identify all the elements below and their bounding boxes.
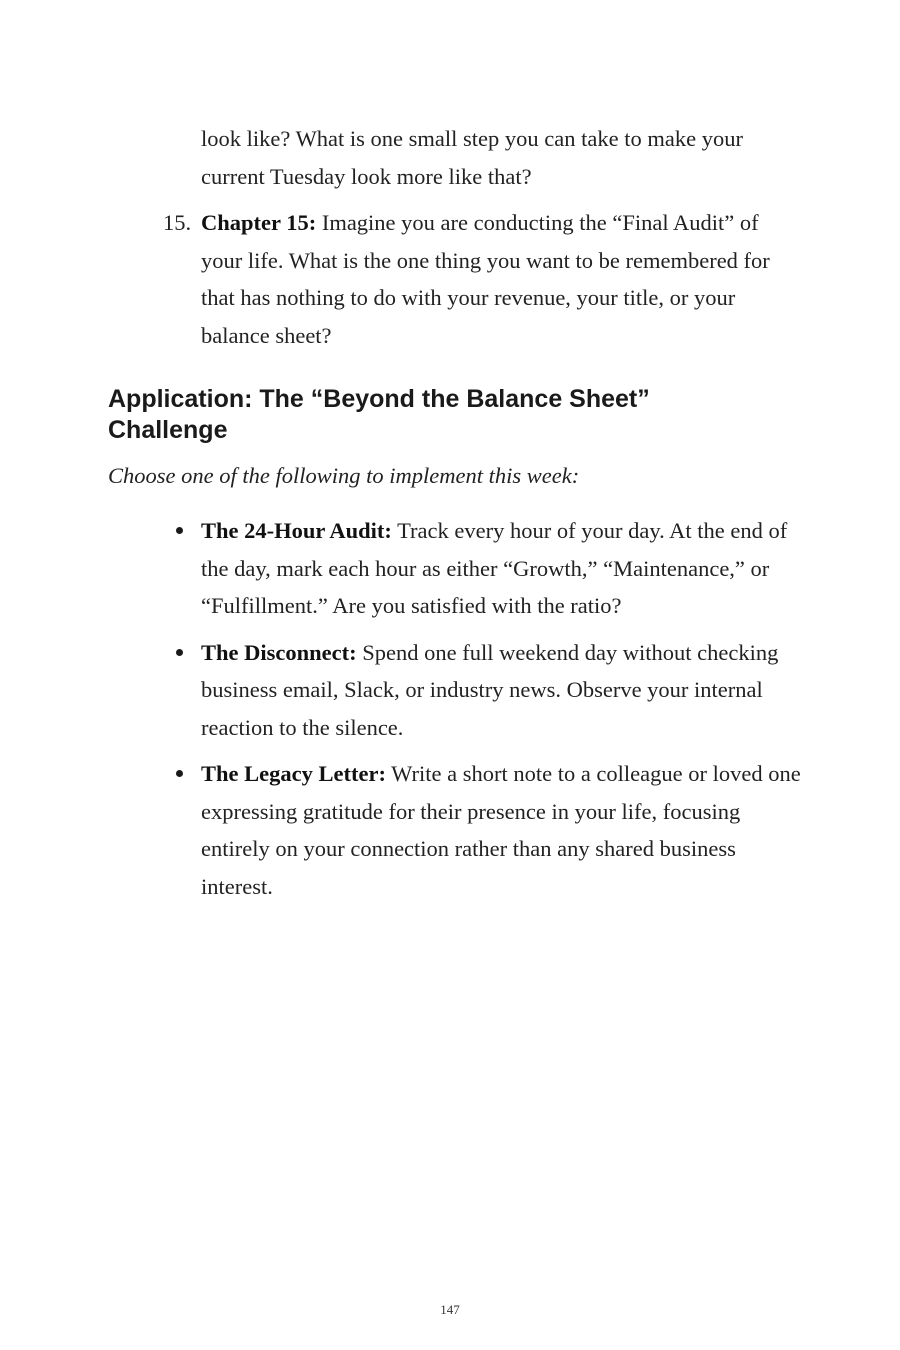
bullet-icon bbox=[176, 649, 183, 656]
item-text: Imagine you are conducting the “Final Audit” of your life. What is the one thing you want to be remembered for that has nothing to do with your revenue, your title, or your balance sheet? bbox=[201, 210, 770, 348]
numbered-item-15 bbox=[163, 204, 801, 354]
page-number: 147 bbox=[440, 1302, 460, 1317]
section-heading: Application: The “Beyond the Balance Sheet” Challenge bbox=[108, 385, 650, 444]
list-item bbox=[201, 512, 801, 625]
bullet-label: The Disconnect: bbox=[201, 639, 357, 665]
list-item bbox=[201, 634, 801, 747]
list-number: 15. bbox=[163, 210, 192, 235]
continuation-paragraph bbox=[201, 120, 801, 195]
bullet-icon bbox=[176, 770, 183, 777]
challenge-list bbox=[201, 512, 801, 914]
section-intro: Choose one of the following to implement this week: bbox=[108, 463, 580, 488]
continuation-text: look like? What is one small step you can take to make your current Tuesday look more like that? bbox=[201, 126, 743, 189]
item-label: Chapter 15: bbox=[201, 210, 317, 235]
bullet-text: Write a short note to a colleague or loved one expressing gratitude for their presence in your life, focusing entirely on your connection rather than any shared business interest. bbox=[201, 761, 801, 899]
list-item bbox=[201, 755, 801, 905]
bullet-text: Track every hour of your day. At the end of the day, mark each hour as either “Growth,” “Maintenance,” or “Fulfillment.” Are you satisfied with the ratio? bbox=[201, 518, 788, 618]
bullet-label: The 24-Hour Audit: bbox=[201, 518, 392, 543]
bullet-text: Spend one full weekend day without checking business email, Slack, or industry news. Observe your internal reaction to the silence. bbox=[201, 639, 779, 740]
bullet-icon bbox=[176, 527, 183, 534]
bullet-label: The Legacy Letter: bbox=[201, 761, 386, 786]
